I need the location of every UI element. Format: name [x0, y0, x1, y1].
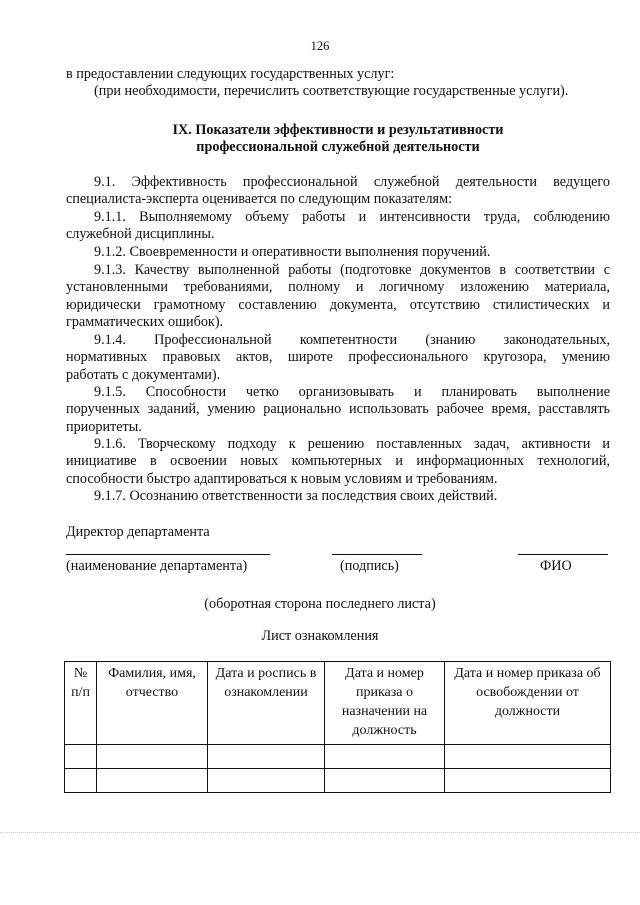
paragraph-9-1-2 [66, 244, 610, 261]
paragraph-line: работать с документами). [66, 366, 221, 383]
name-caption: ФИО [540, 558, 572, 574]
paragraph-line: специалиста-эксперта оценивается по следующим показателям: [66, 191, 453, 208]
signature-caption: (подпись) [340, 558, 399, 574]
table-row [65, 769, 611, 793]
table-cell [97, 745, 208, 769]
table-header-row [65, 662, 611, 745]
paragraph-line: способности быстро адаптироваться к новым условиям и требованиям. [66, 470, 498, 487]
table-cell [445, 769, 611, 793]
column-header-number: № п/п [65, 662, 97, 745]
paragraph-line: инициативе в освоении новых компьютерных и информационных технологий, [66, 453, 610, 470]
section-title [66, 122, 610, 157]
paragraph-line: юридически грамотному составлению документа, отсутствию стилистических и [66, 296, 610, 313]
table-cell [97, 769, 208, 793]
paragraph-line: служебной дисциплины. [66, 226, 215, 243]
paragraph-line: 9.1.3. Качеству выполненной работы (подготовке документов в соответствии с [94, 262, 610, 278]
table-cell [445, 745, 611, 769]
table-cell [65, 769, 97, 793]
paragraph-9-1-3 [66, 262, 610, 332]
paragraph-line: установленными требованиями, полному и логичному изложению материала, [66, 279, 610, 296]
department-caption: (наименование департамента) [66, 558, 248, 574]
section-title-line: IX. Показатели эффективности и результативности [172, 122, 504, 138]
signature-line [332, 554, 422, 555]
name-signature-line [518, 554, 608, 555]
column-header-full-name: Фамилия, имя, отчество [97, 662, 208, 745]
department-signature-line [66, 554, 270, 555]
director-title: Директор департамента [66, 524, 210, 540]
table-cell [325, 745, 445, 769]
column-header-dismissal-order: Дата и номер приказа об освобождении от должности [445, 662, 611, 745]
table-cell [65, 745, 97, 769]
paragraph-line: 9.1.5. Способности четко организовывать и планировать выполнение [94, 384, 610, 400]
paragraph-9-1-5 [66, 384, 610, 436]
paragraph-9-1-6 [66, 436, 610, 488]
intro-block [66, 66, 610, 101]
paragraph-line: 9.1.2. Своевременности и оперативности выполнения поручений. [94, 244, 491, 260]
paragraph-line: 9.1.1. Выполняемому объему работы и интенсивности труда, соблюдению [94, 209, 610, 225]
paragraph-9-1-1 [66, 209, 610, 244]
paragraph-line: приоритеты. [66, 418, 142, 435]
section-title-line: профессиональной служебной деятельности [196, 139, 480, 156]
paragraph-9-1 [66, 174, 610, 209]
table-cell [325, 769, 445, 793]
table-cell [208, 745, 325, 769]
paragraph-line: 9.1.6. Творческому подходу к решению поставленных задач, активности и [94, 436, 610, 452]
paragraph-9-1-4 [66, 332, 610, 384]
table-row [65, 745, 611, 769]
intro-note: (при необходимости, перечислить соответствующие государственные услуги). [94, 83, 569, 100]
reverse-side-note: (оборотная сторона последнего листа) [204, 596, 436, 612]
table-cell [208, 769, 325, 793]
acknowledgement-title: Лист ознакомления [261, 628, 379, 644]
intro-line: в предоставлении следующих государственных услуг: [66, 66, 395, 82]
paragraph-line: 9.1. Эффективность профессиональной служебной деятельности ведущего [94, 174, 610, 190]
paragraph-line: порученных заданий, умению рационально использовать рабочее время, расставлять [66, 401, 610, 418]
paragraph-9-1-7 [66, 488, 610, 505]
paragraph-line: 9.1.7. Осознанию ответственности за последствия своих действий. [94, 488, 498, 504]
page-number: 126 [310, 39, 330, 53]
column-header-appointment-order: Дата и номер приказа о назначении на должность [325, 662, 445, 745]
column-header-ack-date: Дата и роспись в ознакомлении [208, 662, 325, 745]
paragraph-line: 9.1.4. Профессиональной компетентности (знанию законодательных, [94, 332, 610, 348]
paragraph-line: нормативных правовых актов, широте профессионального кругозора, умению [66, 349, 610, 366]
scan-artifact-line [0, 832, 640, 833]
acknowledgement-table [64, 661, 611, 793]
paragraph-line: грамматических ошибок). [66, 314, 224, 331]
